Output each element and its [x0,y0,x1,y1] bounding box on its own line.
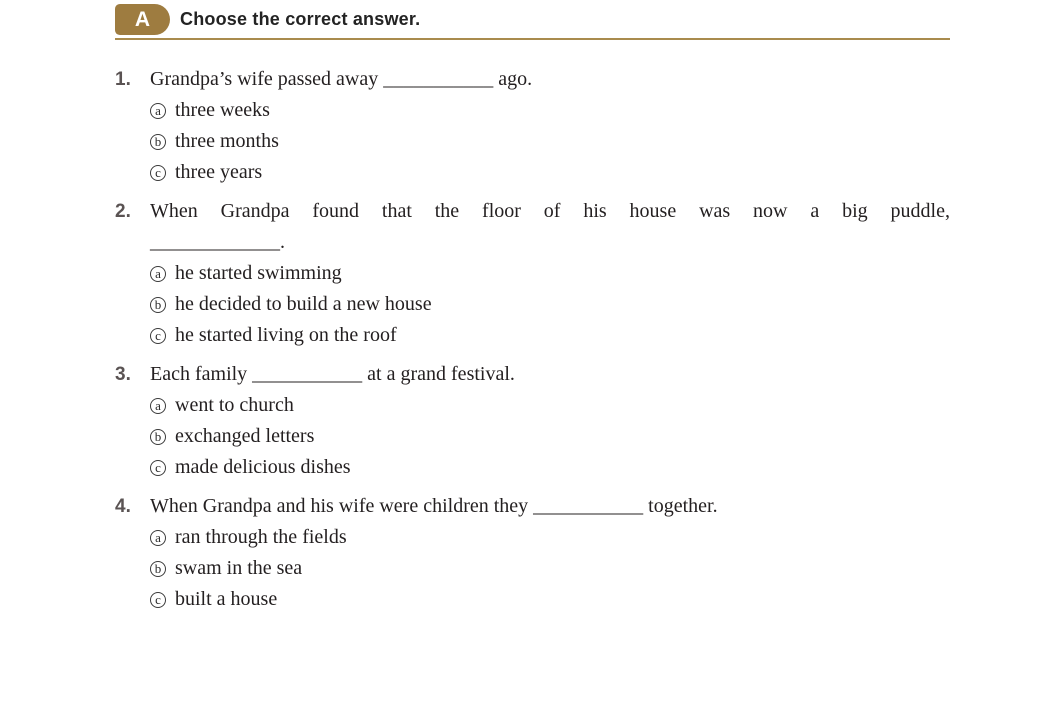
option-group [150,258,950,351]
question-2 [115,196,950,351]
header-rule [115,38,950,40]
option-letter-circle: a [150,530,166,546]
option-letter-circle: a [150,398,166,414]
question-text: When Grandpa and his wife were children they ___________ together. [150,495,718,517]
question-1 [115,64,950,188]
question-line-2: _____________. [150,231,285,253]
option-letter-circle: b [150,134,166,150]
question-text: Grandpa’s wife passed away ___________ ago. [150,68,533,90]
option-text: three years [175,161,263,183]
option-c [150,584,950,615]
option-b [150,553,950,584]
option-a [150,522,950,553]
question-number: 3. [115,364,131,385]
worksheet-page [115,4,950,623]
option-text: made delicious dishes [175,456,351,478]
option-text: ran through the fields [175,526,347,548]
option-letter-circle: b [150,297,166,313]
question-number: 4. [115,496,131,517]
question-number: 2. [115,201,131,222]
section-badge: A [115,4,170,35]
option-letter-circle: c [150,328,166,344]
option-group [150,95,950,188]
option-letter-circle: b [150,429,166,445]
question-3 [115,359,950,483]
option-c [150,320,950,351]
option-letter-circle: b [150,561,166,577]
option-b [150,421,950,452]
option-b [150,289,950,320]
option-c [150,452,950,483]
option-a [150,258,950,289]
option-text: three weeks [175,99,270,121]
option-text: went to church [175,394,294,416]
option-text: he started swimming [175,262,342,284]
option-letter-circle: c [150,165,166,181]
option-text: he decided to build a new house [175,293,432,315]
option-letter-circle: a [150,103,166,119]
option-letter-circle: c [150,592,166,608]
section-title: Choose the correct answer. [180,9,421,29]
option-text: three months [175,130,279,152]
option-letter-circle: c [150,460,166,476]
option-c [150,157,950,188]
question-number: 1. [115,69,131,90]
option-group [150,522,950,615]
option-text: he started living on the roof [175,324,397,346]
question-text: Each family ___________ at a grand festival. [150,363,515,385]
option-b [150,126,950,157]
question-4 [115,491,950,615]
section-header [115,4,950,40]
option-a [150,95,950,126]
option-text: swam in the sea [175,557,303,579]
option-a [150,390,950,421]
option-text: exchanged letters [175,425,315,447]
question-text [150,196,950,258]
option-group [150,390,950,483]
question-list [115,64,950,615]
option-letter-circle: a [150,266,166,282]
question-line-1: When Grandpa found that the floor of his house was now a big puddle, [150,200,950,222]
option-text: built a house [175,588,278,610]
